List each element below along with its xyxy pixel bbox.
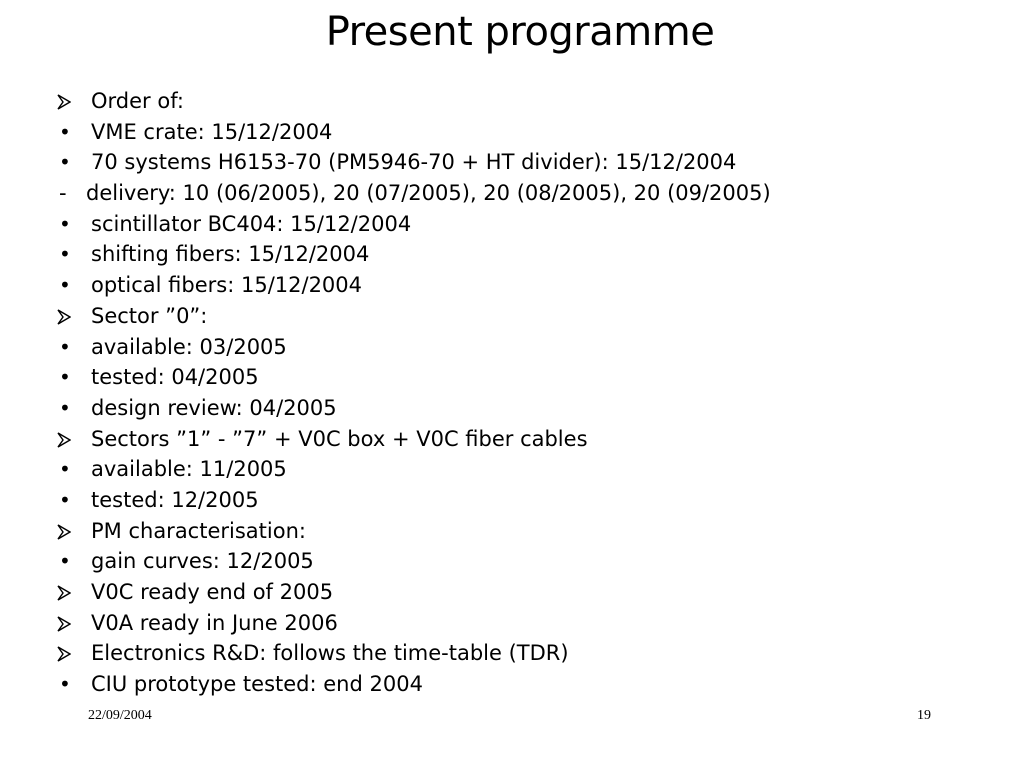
- dot-bullet-icon: •: [59, 211, 71, 236]
- arrow-bullet-icon: [57, 516, 77, 540]
- dot-bullet-icon: •: [59, 457, 71, 482]
- list-item-text: Sectors ”1” - ”7” + V0C box + V0C fiber cables: [91, 426, 588, 451]
- list-item-text: CIU prototype tested: end 2004: [91, 672, 423, 697]
- list-item-text: optical fibers: 15/12/2004: [91, 273, 363, 298]
- dot-bullet-icon: •: [59, 395, 71, 420]
- list-item-text: V0C ready end of 2005: [91, 580, 334, 604]
- list-item-text: Order of:: [91, 89, 184, 113]
- arrow-bullet-icon: [57, 577, 77, 601]
- list-item-text: design review: 04/2005: [91, 395, 337, 420]
- dot-bullet-icon: •: [59, 150, 71, 175]
- arrow-bullet-icon: [57, 424, 77, 448]
- dot-bullet-icon: •: [59, 672, 71, 697]
- footer-date: 22/09/2004: [88, 708, 152, 723]
- list-item-text: 70 systems H6153-70 (PM5946-70 + HT divider): 15/12/2004: [91, 150, 737, 175]
- list-item-text: Electronics R&D: follows the time-table (TDR): [91, 641, 569, 666]
- list-item-text: available: 03/2005: [91, 334, 287, 359]
- list-item-text: available: 11/2005: [91, 457, 287, 482]
- dash-marker: -: [59, 181, 67, 206]
- list-item-text: shifting fibers: 15/12/2004: [91, 242, 370, 267]
- arrow-bullet-icon: [57, 301, 77, 325]
- list-item-text: gain curves: 12/2005: [91, 549, 314, 574]
- arrow-bullet-icon: [57, 608, 77, 632]
- list-item-text: tested: 12/2005: [91, 487, 259, 512]
- arrow-bullet-icon: [57, 86, 77, 110]
- dot-bullet-icon: •: [59, 273, 71, 298]
- page-number: 19: [917, 708, 931, 723]
- list-item-text: delivery: 10 (06/2005), 20 (07/2005), 20 (08/2005), 20 (09/2005): [86, 181, 771, 206]
- list-item-text: tested: 04/2005: [91, 365, 259, 390]
- list-item-text: Sector ”0”:: [91, 303, 208, 328]
- list-item-text: VME crate: 15/12/2004: [91, 119, 333, 144]
- dot-bullet-icon: •: [59, 487, 71, 512]
- list-item-text: PM characterisation:: [91, 518, 306, 543]
- arrow-bullet-icon: [57, 638, 77, 662]
- dot-bullet-icon: •: [59, 242, 71, 267]
- dot-bullet-icon: •: [59, 549, 71, 574]
- slide-title: Present programme: [325, 9, 715, 55]
- dot-bullet-icon: •: [59, 334, 71, 359]
- list-item-text: scintillator BC404: 15/12/2004: [91, 211, 412, 236]
- dot-bullet-icon: •: [59, 365, 71, 390]
- list-item-text: V0A ready in June 2006: [91, 610, 338, 635]
- dot-bullet-icon: •: [59, 119, 71, 144]
